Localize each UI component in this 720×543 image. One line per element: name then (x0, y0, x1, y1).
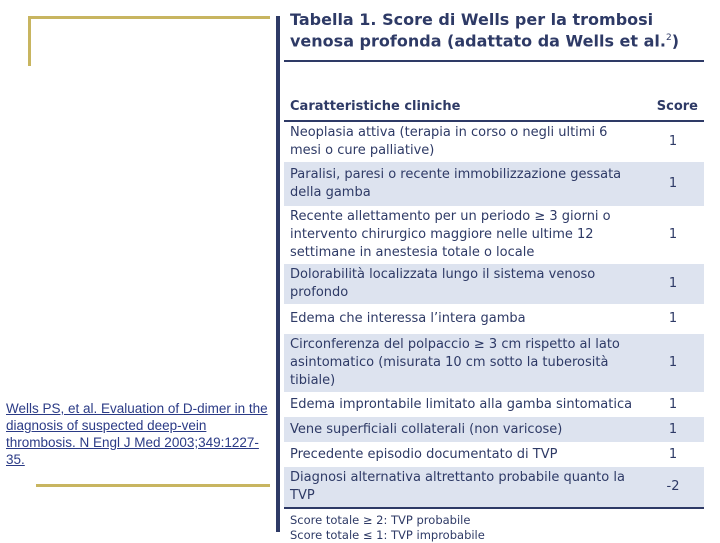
row-criterion: Recente allettamento per un periodo ≥ 3 giorni o intervento chirurgico maggiore nelle ultime 12 settimane in anestesia totale o locale (290, 209, 611, 261)
row-score: 1 (642, 417, 704, 442)
citation-link[interactable]: Wells PS, et al. Evaluation of D-dimer in the diagnosis of suspected deep-vein thrombosis. N Engl J Med 2003;349:1227-35. (6, 401, 268, 467)
row-score: 1 (642, 162, 704, 206)
table-title-ref: 2 (665, 33, 672, 43)
table-footer (284, 513, 704, 543)
row-score: 1 (668, 446, 678, 462)
table-row (284, 392, 704, 417)
table-row (284, 442, 704, 467)
decorative-corner-line (28, 16, 31, 66)
row-criterion: Edema improntabile limitato alla gamba sintomatica (290, 396, 633, 412)
table-row (284, 334, 704, 392)
vertical-divider (276, 16, 280, 532)
table-title-close: ) (671, 31, 680, 51)
table-title (284, 10, 704, 56)
decorative-bottom-line (36, 484, 270, 487)
table-row (284, 417, 704, 442)
table-title-text: Score di Wells per la trombosi venosa profonda (adattato da Wells et al. (290, 10, 666, 51)
row-criterion: Dolorabilità localizzata lungo il sistema venoso profondo (284, 264, 642, 304)
table-row (284, 304, 704, 334)
row-score: -2 (642, 467, 704, 508)
table-row (284, 467, 704, 508)
row-score: 1 (668, 227, 678, 243)
row-criterion: Edema che interessa l’intera gamba (290, 311, 526, 327)
row-score: 1 (668, 311, 678, 327)
row-score: 1 (642, 264, 704, 304)
row-criterion: Diagnosi alternativa altrettanto probabile quanto la TVP (284, 467, 642, 508)
row-criterion: Paralisi, paresi o recente immobilizzazione gessata della gamba (284, 162, 642, 206)
row-criterion: Vene superficiali collaterali (non varicose) (284, 417, 642, 442)
row-criterion: Neoplasia attiva (terapia in corso o negli ultimi 6 mesi o cure palliative) (290, 125, 608, 159)
footer-improbable: Score totale ≤ 1: TVP improbabile (290, 528, 485, 543)
table-row (284, 206, 704, 264)
header-score: Score (642, 92, 704, 121)
table-header-row (284, 92, 704, 121)
wells-score-table (284, 92, 704, 509)
row-score: 1 (668, 396, 678, 412)
header-characteristics: Caratteristiche cliniche (284, 92, 642, 121)
wells-score-table-panel (284, 10, 704, 543)
row-score: 1 (642, 334, 704, 392)
row-criterion: Precedente episodio documentato di TVP (290, 446, 558, 462)
decorative-corner-line (28, 16, 270, 19)
table-row (284, 264, 704, 304)
table-row (284, 121, 704, 162)
row-criterion: Circonferenza del polpaccio ≥ 3 cm rispetto al lato asintomatico (misurata 10 cm sotto la tuberosità tibiale) (284, 334, 642, 392)
title-rule (284, 60, 704, 62)
row-score: 1 (668, 134, 678, 150)
table-title-lead: Tabella 1. (290, 10, 377, 29)
footer-probable: Score totale ≥ 2: TVP probabile (290, 513, 471, 528)
table-row (284, 162, 704, 206)
